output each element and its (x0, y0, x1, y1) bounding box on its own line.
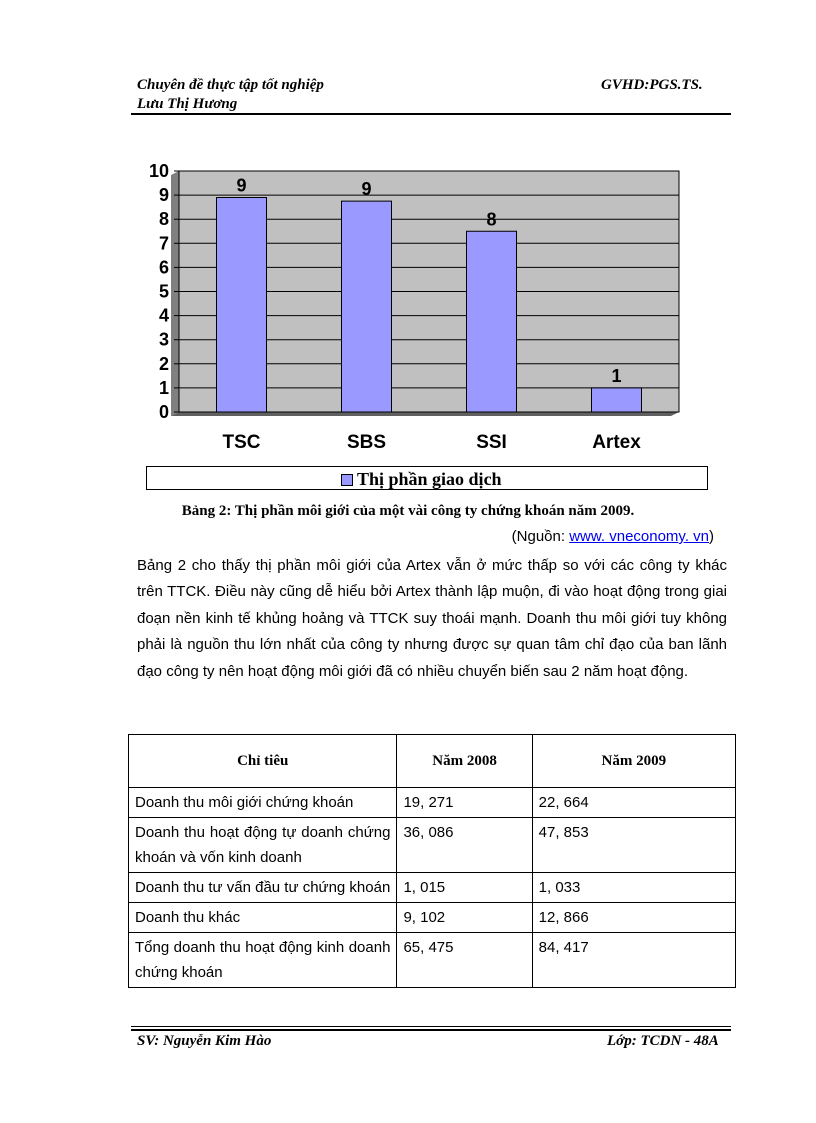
footer-student: SV: Nguyễn Kim Hào (137, 1033, 272, 1049)
bar-tsc (217, 198, 267, 412)
cell-2008: 1, 015 (397, 873, 532, 903)
header-title: Chuyên đề thực tập tốt nghiệp (137, 77, 324, 93)
row-label: Tổng doanh thu hoạt động kinh doanh chứng khoán (129, 933, 397, 988)
bar-ssi (467, 231, 517, 412)
y-tick-label: 9 (158, 185, 169, 206)
x-tick-label: SSI (476, 432, 507, 453)
data-label: 8 (486, 209, 497, 230)
y-tick-label: 5 (158, 281, 169, 302)
chart-legend (146, 466, 708, 490)
source-link[interactable]: www. vneconomy. vn (569, 528, 709, 545)
table-row (129, 788, 736, 818)
table-row (129, 903, 736, 933)
plot-floor (171, 412, 679, 416)
cell-2008: 65, 475 (397, 933, 532, 988)
cell-2009: 12, 866 (532, 903, 735, 933)
bar-sbs (342, 201, 392, 412)
y-tick-label: 3 (158, 329, 169, 350)
x-tick-label: SBS (346, 432, 387, 453)
table-row (129, 818, 736, 873)
cell-2009: 1, 033 (532, 873, 735, 903)
cell-2009: 84, 417 (532, 933, 735, 988)
chart-caption: Bảng 2: Thị phần môi giới của một vài công ty chứng khoán năm 2009. (181, 503, 635, 519)
x-tick-label: TSC (222, 432, 261, 453)
plot-side-wall (171, 171, 179, 416)
x-tick-label: Artex (592, 432, 641, 453)
data-label: 9 (236, 175, 247, 196)
y-tick-label: 0 (158, 402, 169, 422)
cell-2009: 22, 664 (532, 788, 735, 818)
y-tick-label: 2 (158, 353, 169, 374)
source-note (512, 528, 714, 545)
cell-2008: 19, 271 (397, 788, 532, 818)
header-rule (131, 113, 731, 115)
row-label: Doanh thu môi giới chứng khoán (129, 788, 397, 818)
source-prefix: (Nguồn: (511, 528, 570, 545)
footer-rule-thick (131, 1029, 731, 1031)
header-supervisor: GVHD:PGS.TS. (601, 77, 703, 93)
legend-label: Thị phần giao dịch (357, 469, 502, 489)
cell-2009: 47, 853 (532, 818, 735, 873)
data-label: 9 (361, 179, 372, 200)
footer-rule-thin (131, 1026, 731, 1027)
row-label: Doanh thu tư vấn đầu tư chứng khoán (129, 873, 397, 903)
col-header-2009: Năm 2009 (532, 735, 735, 788)
col-header-2008: Năm 2008 (397, 735, 532, 788)
col-header-indicator: Chỉ tiêu (129, 735, 397, 788)
data-label: 1 (611, 365, 622, 386)
y-tick-label: 10 (148, 161, 169, 181)
y-tick-label: 1 (158, 377, 169, 398)
cell-2008: 36, 086 (397, 818, 532, 873)
y-tick-label: 8 (158, 209, 169, 230)
row-label: Doanh thu hoạt động tự doanh chứng khoán và vốn kinh doanh (129, 818, 397, 873)
cell-2008: 9, 102 (397, 903, 532, 933)
y-tick-label: 7 (158, 233, 169, 254)
body-paragraph: Bảng 2 cho thấy thị phần môi giới của Artex vẫn ở mức thấp so với các công ty khác trên TTCK. Điều này cũng dễ hiểu bởi Artex thành lập muộn, đi vào hoạt động trong giai đoạn nền kinh tế khủng hoảng và TTCK suy thoái mạnh. Doanh thu môi giới tuy không phải là nguồn thu lớn nhất của công ty nhưng được sự quan tâm chỉ đạo của ban lãnh đạo công ty nên hoạt động môi giới đã có nhiều chuyển biến sau 2 năm hoạt động. (137, 557, 727, 680)
market-share-chart (140, 160, 700, 460)
table-row (129, 873, 736, 903)
row-label: Doanh thu khác (129, 903, 397, 933)
footer-class: Lớp: TCDN - 48A (607, 1033, 719, 1049)
legend-swatch (341, 474, 353, 486)
header-author: Lưu Thị Hương (137, 96, 238, 112)
table-row (129, 933, 736, 988)
bar-artex (592, 388, 642, 412)
y-tick-label: 4 (158, 305, 169, 326)
table-header-row (129, 735, 736, 788)
source-suffix: ) (709, 528, 714, 545)
y-tick-label: 6 (158, 257, 169, 278)
revenue-table (128, 734, 736, 988)
